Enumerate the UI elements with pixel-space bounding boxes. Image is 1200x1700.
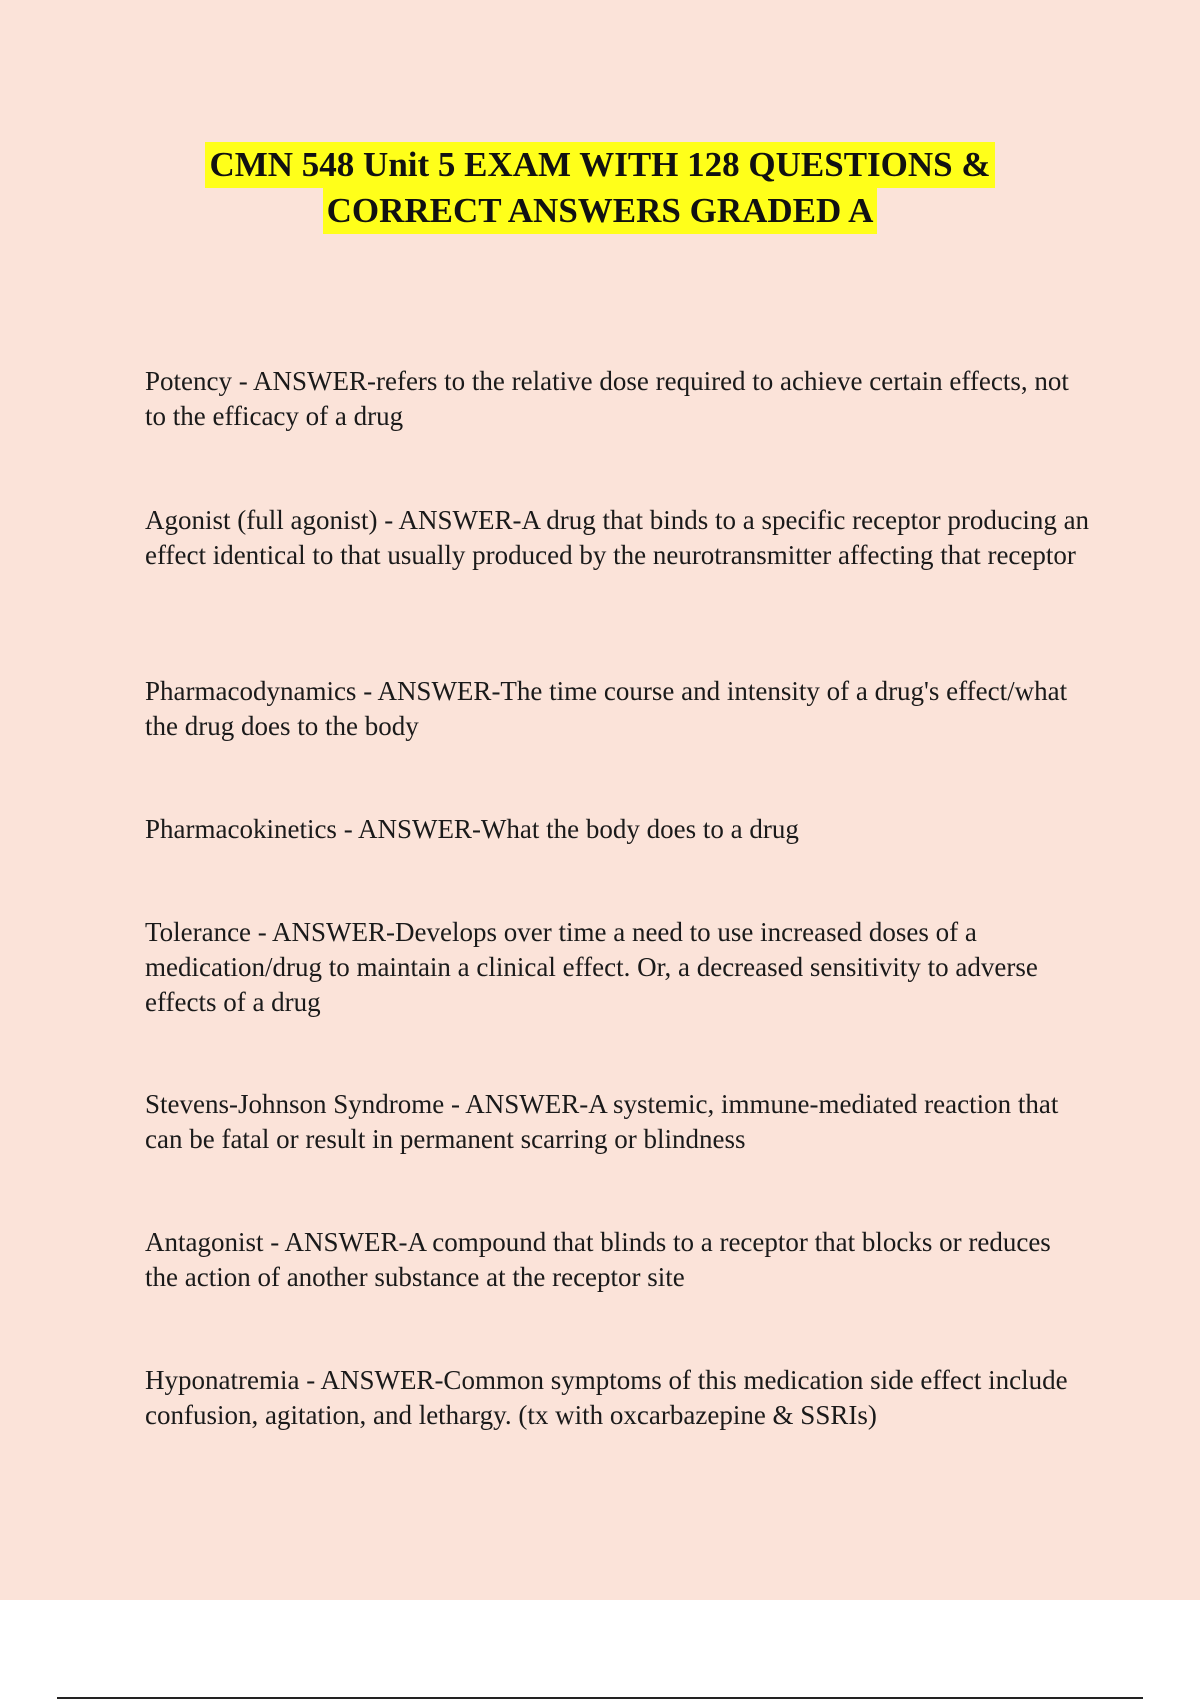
document-title bbox=[0, 142, 1200, 234]
qa-entry-agonist: Agonist (full agonist) - ANSWER-A drug that binds to a specific receptor producing an effect identical to that usually produced by the neurotransmitter affecting that receptor bbox=[145, 505, 1090, 570]
qa-entry-antagonist: Antagonist - ANSWER-A compound that blinds to a receptor that blocks or reduces the action of another substance at the receptor site bbox=[145, 1227, 1051, 1292]
title-line-2: CORRECT ANSWERS GRADED A bbox=[323, 188, 878, 234]
qa-entry-potency: Potency - ANSWER-refers to the relative dose required to achieve certain effects, not to the efficacy of a drug bbox=[145, 366, 1069, 431]
qa-entry-pharmacokinetics: Pharmacokinetics - ANSWER-What the body does to a drug bbox=[145, 814, 799, 844]
title-line-1: CMN 548 Unit 5 EXAM WITH 128 QUESTIONS & bbox=[205, 142, 994, 188]
footer-divider bbox=[57, 1697, 1143, 1699]
qa-entry-stevens-johnson: Stevens-Johnson Syndrome - ANSWER-A systemic, immune-mediated reaction that can be fatal or result in permanent scarring or blindness bbox=[145, 1089, 1059, 1154]
qa-entry-tolerance: Tolerance - ANSWER-Develops over time a need to use increased doses of a medication/drug to maintain a clinical effect. Or, a decreased sensitivity to adverse effects of a drug bbox=[145, 917, 1038, 1017]
qa-entry-pharmacodynamics: Pharmacodynamics - ANSWER-The time course and intensity of a drug's effect/what the drug does to the body bbox=[145, 676, 1068, 741]
qa-entry-hyponatremia: Hyponatremia - ANSWER-Common symptoms of this medication side effect include confusion, agitation, and lethargy. (tx with oxcarbazepine & SSRIs) bbox=[145, 1365, 1068, 1430]
